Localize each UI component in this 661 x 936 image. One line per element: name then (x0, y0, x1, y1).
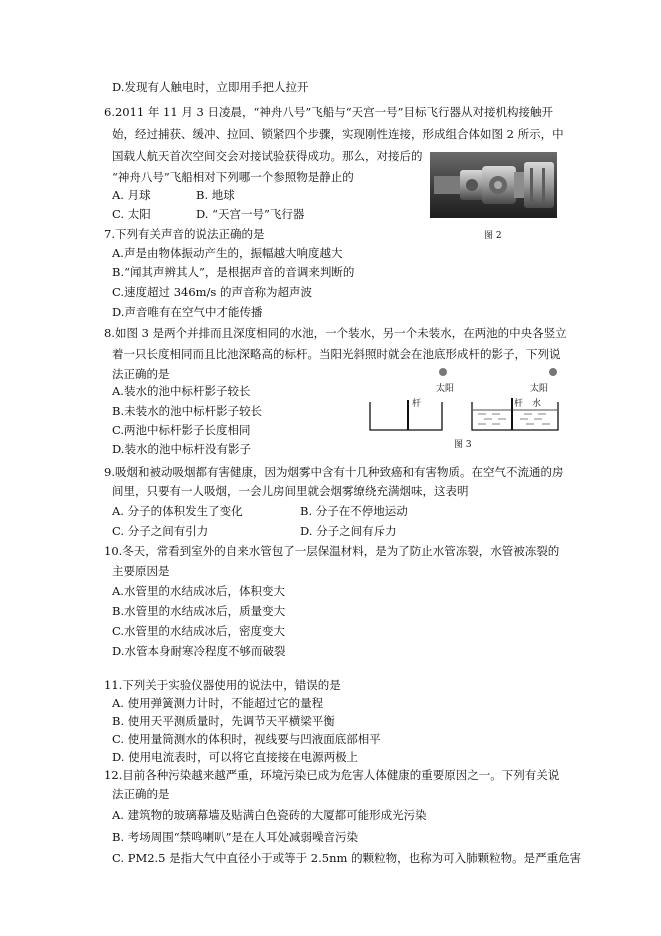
q9-stem-line2: 间里，只要有一人吸烟，一会儿房间里就会烟雾缭绕充满烟味，这表明 (112, 484, 469, 498)
q8-option-d: D.装水的池中标杆没有影子 (112, 442, 251, 456)
q6-stem-line4: “神舟八号”飞船相对下列哪一个参照物是静止的 (112, 170, 354, 184)
figure-3-sun-label-left: 太阳 (436, 384, 455, 394)
figure-3-water-label: 水 (532, 399, 542, 409)
q7-option-c: C.速度超过 346m/s 的声音称为超声波 (112, 285, 312, 299)
q5-option-d: D.发现有人触电时，立即用手把人拉开 (112, 80, 309, 94)
q10-option-b: B.水管里的水结成冰后，质量变大 (112, 604, 286, 618)
q6-stem-line1: 6.2011 年 11 月 3 日凌晨，“神舟八号”飞船与“天宫一号”目标飞行器从对接机构接触开 (104, 105, 553, 119)
q12-stem-line2: 法正确的是 (112, 787, 170, 801)
figure-3-caption: 图 3 (454, 440, 472, 450)
q11-stem: 11.下列关于实验仪器使用的说法中，错误的是 (104, 678, 341, 692)
q12-option-a: A. 建筑物的玻璃幕墙及贴满白色瓷砖的大厦都可能形成光污染 (112, 808, 427, 822)
q8-option-a: A.装水的池中标杆影子较长 (112, 384, 251, 398)
q10-stem-line2: 主要原因是 (112, 564, 170, 578)
q8-stem-line2: 着一只长度相同而且比池深略高的标杆。当阳光斜照时就会在池底形成杆的影子，下列说 (112, 347, 561, 361)
figure-3-sun-label-right: 太阳 (530, 384, 549, 394)
q10-option-a: A.水管里的水结成冰后，体积变大 (112, 584, 285, 598)
q6-option-b: B. 地球 (196, 188, 235, 202)
q9-option-d: D. 分子之间有斥力 (300, 524, 397, 538)
q7-stem: 7.下列有关声音的说法正确的是 (104, 227, 265, 241)
q6-option-d: D. “天宫一号”飞行器 (196, 207, 305, 221)
q6-option-c: C. 太阳 (112, 207, 151, 221)
q12-option-c: C. PM2.5 是指大气中直径小于或等于 2.5nm 的颗粒物，也称为可入肺颗粒物。是严重危害 (112, 851, 582, 865)
q9-option-a: A. 分子的体积发生了变化 (112, 504, 243, 518)
figure-2-caption: 图 2 (484, 231, 502, 241)
q6-stem-line2: 始，经过捕获、缓冲、拉回、锁紧四个步骤，实现刚性连接，形成组合体如图 2 所示，中 (112, 127, 564, 141)
q7-option-d: D.声音唯有在空气中才能传播 (112, 305, 263, 319)
sun-icon-left (439, 368, 447, 376)
q8-option-c: C.两池中标杆影子长度相同 (112, 423, 251, 437)
sun-icon-right (549, 368, 557, 376)
q9-stem-line1: 9.吸烟和被动吸烟都有害健康，因为烟雾中含有十几种致癌和有害物质。在空气不流通的房 (104, 465, 564, 479)
q11-option-a: A. 使用弹簧测力计时，不能超过它的量程 (112, 696, 324, 710)
q10-option-c: C.水管里的水结成冰后，密度变大 (112, 624, 286, 638)
q8-option-b: B.未装水的池中标杆影子较长 (112, 404, 263, 418)
figure-3-pole-label-right: 杆 (514, 399, 524, 409)
q9-option-b: B. 分子在不停地运动 (300, 504, 408, 518)
q12-stem-line1: 12.目前各种污染越来越严重，环境污染已成为危害人体健康的重要原因之一。下列有关说 (104, 768, 560, 782)
q8-stem-line1: 8.如图 3 是两个并排而且深度相同的水池，一个装水，另一个未装水，在两池的中央各竖立 (104, 326, 567, 340)
q11-option-c: C. 使用量筒测水的体积时，视线要与凹液面底部相平 (112, 732, 381, 746)
q7-option-a: A.声是由物体振动产生的，振幅越大响度越大 (112, 246, 343, 260)
figure-3-pole-label-left: 杆 (412, 399, 422, 409)
q9-option-c: C. 分子之间有引力 (112, 524, 209, 538)
q10-stem-line1: 10.冬天，常看到室外的自来水管包了一层保温材料，是为了防止水管冻裂，水管被冻裂的 (104, 544, 560, 558)
figure-2-spacecraft-photo (430, 152, 557, 218)
q8-stem-line3: 法正确的是 (112, 367, 170, 381)
q11-option-d: D. 使用电流表时，可以将它直接接在电源两极上 (112, 750, 359, 764)
q7-option-b: B.“闻其声辨其人”，是根据声音的音调来判断的 (112, 265, 355, 279)
q6-option-a: A. 月球 (112, 188, 151, 202)
q11-option-b: B. 使用天平测质量时，先调节天平横梁平衡 (112, 714, 335, 728)
q6-stem-line3: 国载人航天首次空间交会对接试验获得成功。那么，对接后的 (112, 149, 423, 163)
q12-option-b: B. 考场周围“禁鸣喇叭”是在人耳处减弱噪音污染 (112, 830, 359, 844)
q10-option-d: D.水管本身耐寒冷程度不够而破裂 (112, 644, 286, 658)
